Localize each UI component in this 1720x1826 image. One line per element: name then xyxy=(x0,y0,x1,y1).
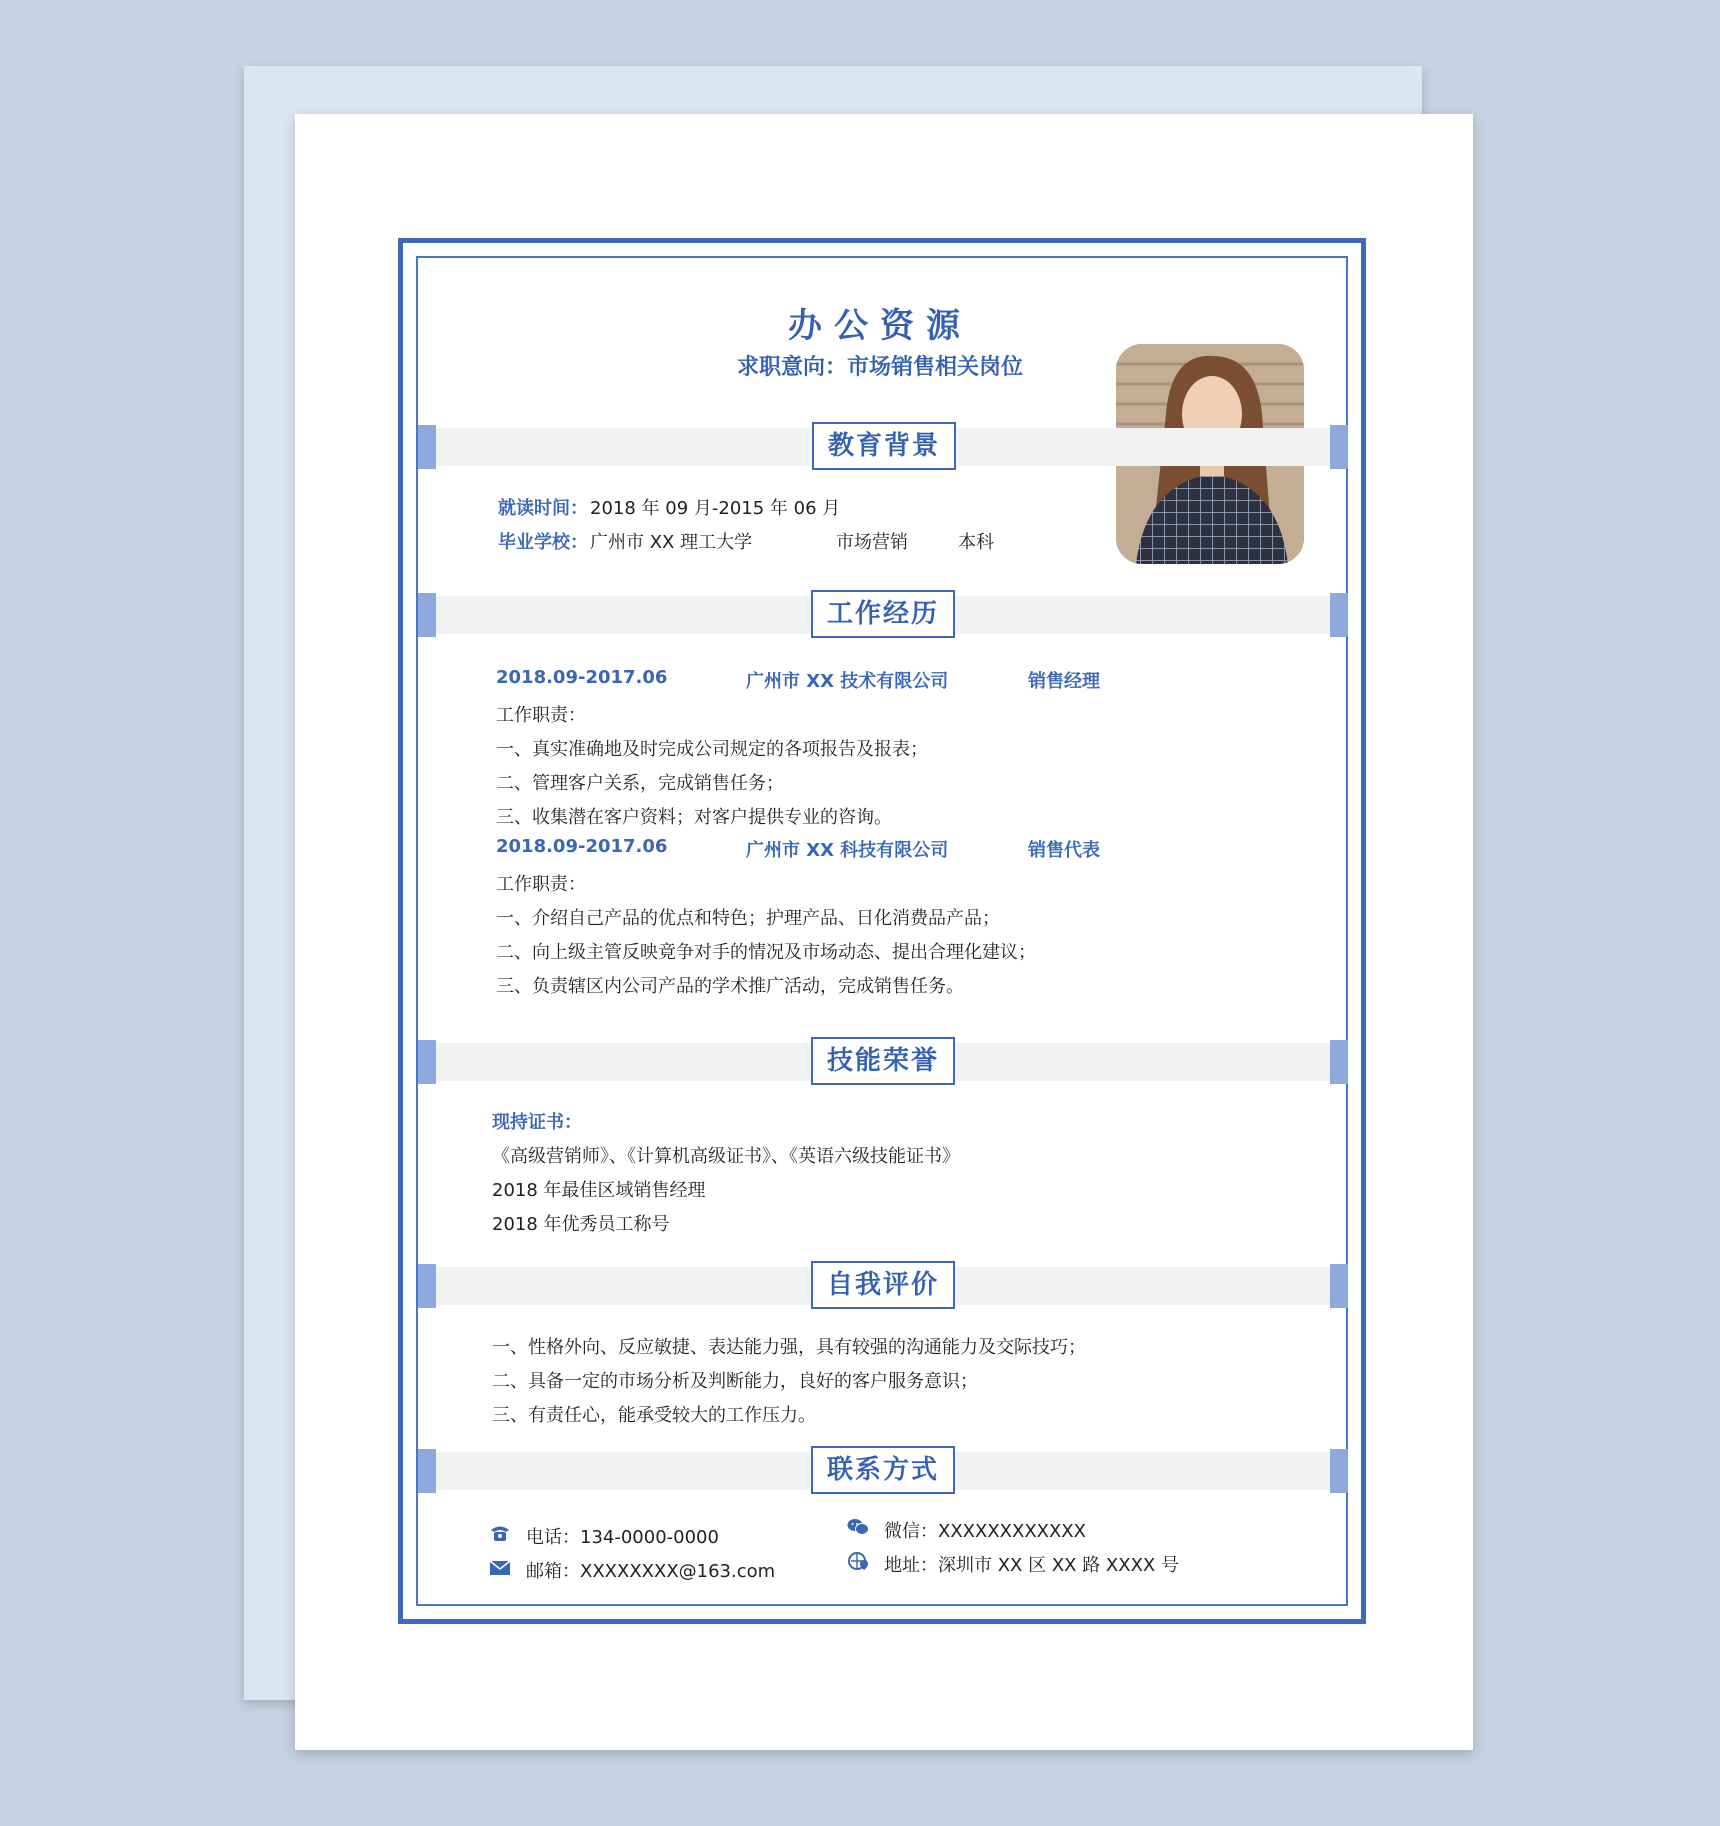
work-2-duty-2: 二、向上级主管反映竟争对手的情况及市场动态、提出合理化建议； xyxy=(496,942,1036,963)
email-icon xyxy=(489,1559,511,1577)
work-tab-left xyxy=(418,593,436,637)
edu-school-label: 毕业学校： xyxy=(498,532,588,553)
work-1-duty-1: 一、真实准确地及时完成公司规定的各项报告及报表； xyxy=(496,739,928,760)
section-title-skills: 技能荣誉 xyxy=(811,1037,955,1085)
job-intent xyxy=(640,350,1120,381)
section-title-work: 工作经历 xyxy=(811,590,955,638)
skills-tab-left xyxy=(418,1040,436,1084)
contact-tab-left xyxy=(418,1449,436,1493)
contact-address: 地址：深圳市 XX 区 XX 路 XXXX 号 xyxy=(884,1555,1179,1576)
edu-school-value: 广州市 XX 理工大学 xyxy=(590,532,753,553)
location-icon xyxy=(847,1552,869,1570)
education-tab-left xyxy=(418,425,436,469)
skills-line-2: 2018 年最佳区域销售经理 xyxy=(492,1180,706,1201)
edu-time-label: 就读时间： xyxy=(498,498,588,519)
job-intent-label: 求职意向： xyxy=(736,354,847,380)
work-2-title: 销售代表 xyxy=(1028,840,1100,861)
work-tab-right xyxy=(1330,593,1348,637)
contact-phone: 电话：134-0000-0000 xyxy=(526,1527,719,1548)
work-2-company: 广州市 XX 科技有限公司 xyxy=(746,840,949,861)
self-line-3: 三、有责任心，能承受较大的工作压力。 xyxy=(492,1405,816,1426)
skills-line-1: 《高级营销师》、《计算机高级证书》、《英语六级技能证书》 xyxy=(492,1146,960,1167)
contact-tab-right xyxy=(1330,1449,1348,1493)
phone-icon xyxy=(489,1524,511,1542)
work-1-title: 销售经理 xyxy=(1028,671,1100,692)
work-2-duty-3: 三、负责辖区内公司产品的学术推广活动，完成销售任务。 xyxy=(496,976,964,997)
edu-time-value: 2018 年 09 月-2015 年 06 月 xyxy=(590,498,841,519)
work-1-company: 广州市 XX 技术有限公司 xyxy=(746,671,949,692)
section-title-self: 自我评价 xyxy=(811,1261,955,1309)
skills-tab-right xyxy=(1330,1040,1348,1084)
work-2-duty-label: 工作职责： xyxy=(496,874,586,895)
work-1-duty-3: 三、收集潜在客户资料；对客户提供专业的咨询。 xyxy=(496,807,892,828)
education-tab-right xyxy=(1330,425,1348,469)
contact-wechat: 微信：XXXXXXXXXXXX xyxy=(884,1521,1086,1542)
work-1-duty-label: 工作职责： xyxy=(496,705,586,726)
edu-major: 市场营销 xyxy=(836,532,908,553)
self-line-1: 一、性格外向、反应敏捷、表达能力强，具有较强的沟通能力及交际技巧； xyxy=(492,1337,1086,1358)
self-tab-right xyxy=(1330,1264,1348,1308)
work-2-period: 2018.09-2017.06 xyxy=(496,836,668,857)
skills-cert-label: 现持证书： xyxy=(492,1112,582,1133)
job-intent-value: 市场销售相关岗位 xyxy=(847,354,1024,380)
edu-degree: 本科 xyxy=(958,532,994,553)
work-2-duty-1: 一、介绍自己产品的优点和特色；护理产品、日化消费品产品； xyxy=(496,908,1000,929)
self-tab-left xyxy=(418,1264,436,1308)
wechat-icon xyxy=(847,1518,869,1536)
self-line-2: 二、具备一定的市场分析及判断能力，良好的客户服务意识； xyxy=(492,1371,978,1392)
section-title-contact: 联系方式 xyxy=(811,1446,955,1494)
contact-email: 邮箱：XXXXXXXX@163.com xyxy=(526,1561,776,1582)
skills-line-3: 2018 年优秀员工称号 xyxy=(492,1214,670,1235)
section-title-education: 教育背景 xyxy=(812,422,956,470)
work-1-period: 2018.09-2017.06 xyxy=(496,667,668,688)
work-1-duty-2: 二、管理客户关系，完成销售任务； xyxy=(496,773,784,794)
candidate-name: 办公资源 xyxy=(788,306,972,346)
